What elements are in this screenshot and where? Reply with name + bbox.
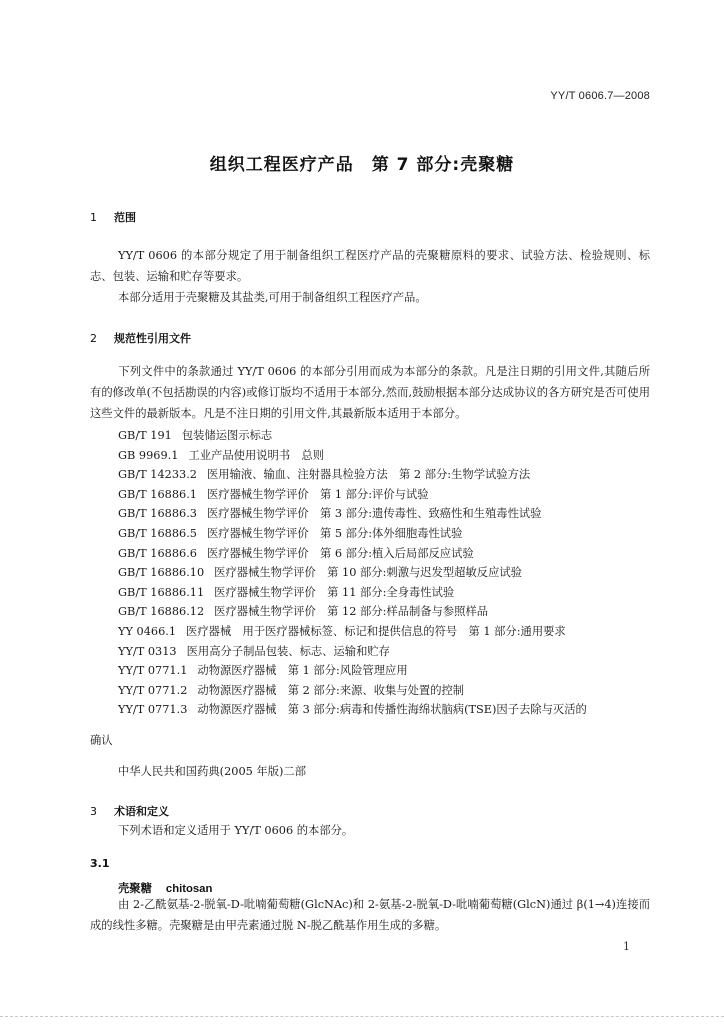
reference-title: 医疗器械生物学评价 第 3 部分:遗传毒性、致癌性和生殖毒性试验 [206,507,542,521]
standard-code: YY/T 0606.7—2008 [550,90,650,102]
reference-item [118,563,658,583]
page-number: 1 [623,940,630,953]
reference-title: 医疗器械生物学评价 第 12 部分:样品制备与参照样品 [214,605,489,619]
reference-item [118,700,658,720]
reference-item [118,524,658,544]
section-1-paragraph-1 [90,245,650,287]
reference-item [118,622,658,642]
reference-item [118,602,658,622]
section-2-number: 2 [90,332,97,345]
reference-title: 动物源医疗器械 第 1 部分:风险管理应用 [197,664,408,678]
section-1-heading [90,209,136,225]
section-3-intro-text: 下列术语和定义适用于 YY/T 0606 的本部分。 [118,824,354,837]
reference-code: GB/T 16886.1 [118,487,197,501]
section-1-title: 范围 [114,211,136,224]
section-3-heading [90,803,169,819]
reference-item [118,544,658,564]
reference-code: GB/T 16886.5 [118,526,197,540]
reference-item [118,504,658,524]
reference-item [118,681,658,701]
reference-title: 医疗器械生物学评价 第 1 部分:评价与试验 [206,487,429,501]
reference-item [118,465,658,485]
section-3-number: 3 [90,805,97,818]
pharmacopoeia-reference: 中华人民共和国药典(2005 年版)二部 [118,765,307,778]
reference-title: 医疗器械生物学评价 第 10 部分:刺激与迟发型超敏反应试验 [214,566,522,580]
reference-title: 医疗器械 用于医疗器械标签、标记和提供信息的符号 第 1 部分:通用要求 [186,624,566,638]
reference-code: YY/T 0771.2 [118,683,188,697]
reference-title: 医疗器械生物学评价 第 6 部分:植入后局部反应试验 [206,546,474,560]
reference-item [118,485,658,505]
term-definition-text: 由 2-乙酰氨基-2-脱氧-D-吡喃葡萄糖(GlcNAc)和 2-氨基-2-脱氧-D-吡喃葡萄糖(GlcN)通过 β(1→4)连接而成的线性多糖。壳聚糖是由甲壳素通过脱 N-脱乙酰基作用生成的多糖。 [90,898,650,932]
bottom-divider [0,1016,724,1018]
section-3-title: 术语和定义 [114,805,169,818]
section-1-paragraph-2 [90,287,650,308]
reference-code: GB/T 16886.6 [118,546,197,560]
reference-item [118,426,658,446]
reference-title: 工业产品使用说明书 总则 [188,448,325,462]
reference-title: 医用高分子制品包装、标志、运输和贮存 [186,644,390,658]
clause-number: 3.1 [90,857,110,870]
reference-wrap-tail: 确认 [90,734,113,747]
reference-code: GB/T 16886.3 [118,507,197,521]
section-1-paragraph-2-text: 本部分适用于壳聚糖及其盐类,可用于制备组织工程医疗产品。 [118,291,427,304]
reference-title: 动物源医疗器械 第 2 部分:来源、收集与处置的控制 [197,683,465,697]
reference-title: 动物源医疗器械 第 3 部分:病毒和传播性海绵状脑病(TSE)因子去除与灭活的 [197,703,587,717]
term-chinese: 壳聚糖 [118,881,152,895]
reference-code: GB/T 16886.11 [118,585,205,599]
reference-title: 包装储运图示标志 [181,429,273,442]
reference-code: GB/T 16886.12 [118,605,205,619]
reference-item [118,446,658,466]
section-2-heading [90,330,191,346]
reference-list [118,426,658,720]
reference-title: 医疗器械生物学评价 第 5 部分:体外细胞毒性试验 [206,526,463,540]
reference-code: YY/T 0313 [118,644,177,658]
section-1-number: 1 [90,211,97,224]
reference-code: YY/T 0771.1 [118,664,188,678]
reference-code: YY/T 0771.3 [118,703,188,717]
document-title: 组织工程医疗产品 第 7 部分:壳聚糖 [209,155,515,175]
reference-item [118,661,658,681]
reference-title: 医用输液、输血、注射器具检验方法 第 2 部分:生物学试验方法 [206,468,531,482]
reference-title: 医疗器械生物学评价 第 11 部分:全身毒性试验 [214,585,455,599]
reference-item [118,642,658,662]
term-definition [90,894,650,936]
section-1-paragraph-1-text: YY/T 0606 的本部分规定了用于制备组织工程医疗产品的壳聚糖原料的要求、试验方法、检验规则、标志、包装、运输和贮存等要求。 [90,249,650,283]
section-2-intro [90,361,650,424]
section-2-intro-text: 下列文件中的条款通过 YY/T 0606 的本部分引用而成为本部分的条款。凡是注日期的引用文件,其随后所有的修改单(不包括勘误的内容)或修订版均不适用于本部分,然而,鼓励根据本部分达成协议的各方研究是否可使用这些文件的最新版本。凡是不注日期的引用文件,其最新版本适用于本部分。 [90,365,650,420]
section-3-intro [90,820,650,841]
reference-code: GB 9969.1 [118,448,179,462]
reference-item [118,583,658,603]
reference-code: GB/T 16886.10 [118,566,205,580]
reference-code: GB/T 14233.2 [118,468,197,482]
section-2-title: 规范性引用文件 [114,332,191,345]
reference-code: YY 0466.1 [118,624,177,638]
reference-code: GB/T 191 [118,429,172,442]
term-english: chitosan [165,883,213,895]
